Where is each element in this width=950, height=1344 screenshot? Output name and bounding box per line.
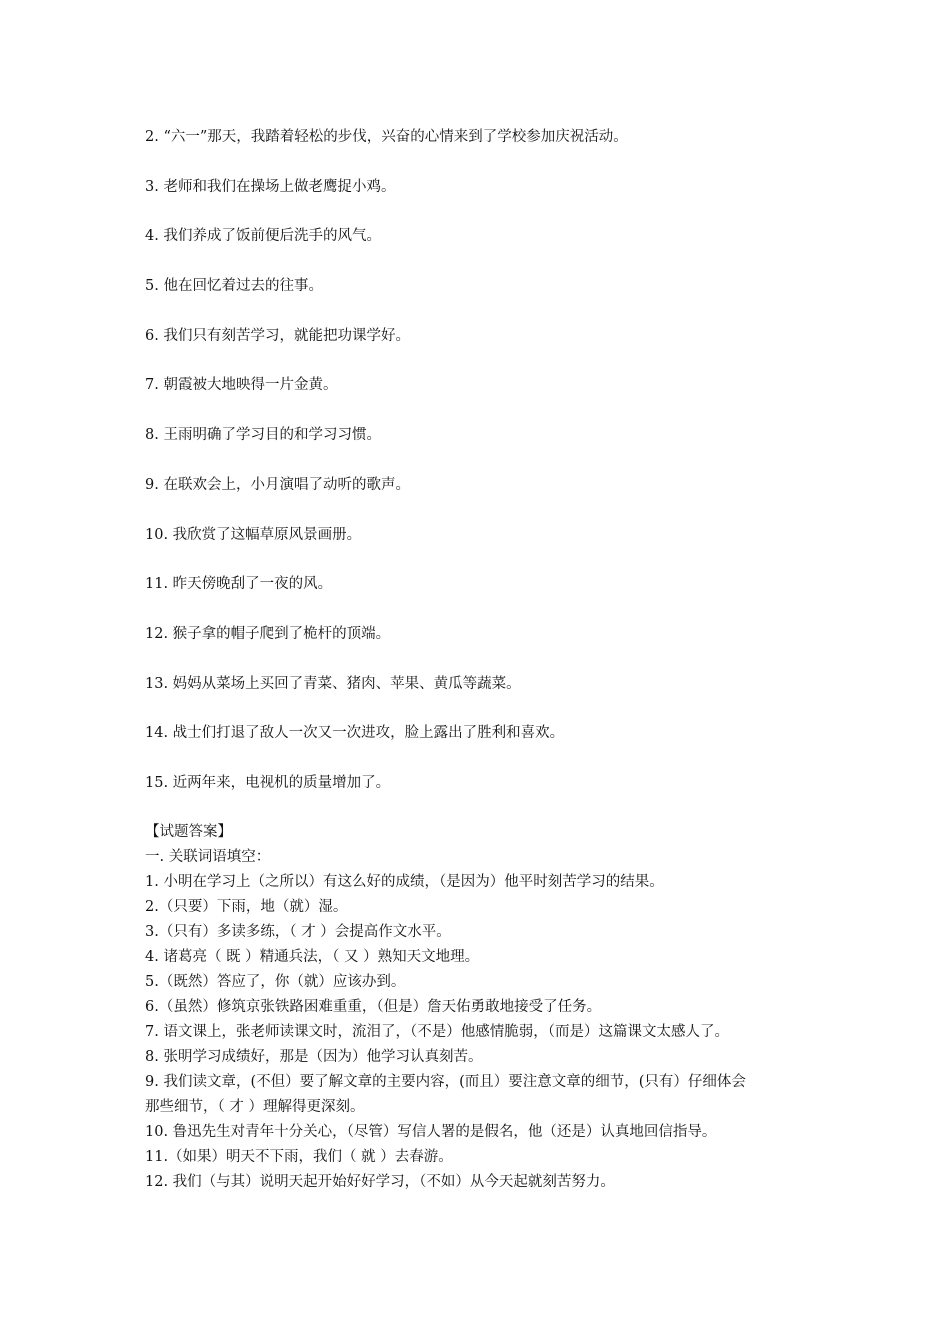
answer-item: 3.（只有）多读多练，（ 才 ）会提高作文水平。 bbox=[145, 923, 451, 940]
answer-item: 5.（既然）答应了，你（就）应该办到。 bbox=[145, 973, 406, 990]
answer-section bbox=[145, 820, 825, 1195]
answer-item: 10. 鲁迅先生对青年十分关心，（尽管）写信人署的是假名，他（还是）认真地回信指导。 bbox=[145, 1123, 717, 1140]
question-item: 9. 在联欢会上，小月演唱了动听的歌声。 bbox=[145, 476, 410, 493]
question-item: 3. 老师和我们在操场上做老鹰捉小鸡。 bbox=[145, 178, 396, 195]
question-item: 7. 朝霞被大地映得一片金黄。 bbox=[145, 377, 338, 394]
answer-heading: 【试题答案】 bbox=[145, 823, 232, 840]
question-item: 14. 战士们打退了敌人一次又一次进攻，脸上露出了胜利和喜欢。 bbox=[145, 725, 565, 742]
answer-item: 4. 诸葛亮（ 既 ）精通兵法，（ 又 ）熟知天文地理。 bbox=[145, 948, 480, 965]
question-item: 8. 王雨明确了学习目的和学习习惯。 bbox=[145, 427, 381, 444]
answer-item: 6.（虽然）修筑京张铁路困难重重，（但是）詹天佑勇敢地接受了任务。 bbox=[145, 998, 602, 1015]
question-item: 4. 我们养成了饭前便后洗手的风气。 bbox=[145, 228, 381, 245]
answer-item: 1. 小明在学习上（之所以）有这么好的成绩，（是因为）他平时刻苦学习的结果。 bbox=[145, 873, 664, 890]
question-item: 2. “六一”那天，我踏着轻松的步伐，兴奋的心情来到了学校参加庆祝活动。 bbox=[145, 129, 628, 145]
answer-item: 8. 张明学习成绩好，那是（因为）他学习认真刻苦。 bbox=[145, 1048, 483, 1065]
question-item: 11. 昨天傍晚刮了一夜的风。 bbox=[145, 576, 333, 593]
answer-item: 9. 我们读文章，(不但）要了解文章的主要内容，(而且）要注意文章的细节，(只有）仔细体会 bbox=[145, 1073, 746, 1090]
answer-item-continuation: 那些细节，（ 才 ）理解得更深刻。 bbox=[145, 1098, 365, 1115]
question-list bbox=[145, 124, 825, 796]
answer-item: 2.（只要）下雨，地（就）湿。 bbox=[145, 898, 348, 915]
document-page bbox=[145, 124, 825, 1195]
question-item: 15. 近两年来，电视机的质量增加了。 bbox=[145, 774, 391, 791]
question-item: 12. 猴子拿的帽子爬到了桅杆的顶端。 bbox=[145, 625, 391, 642]
answer-item: 11.（如果）明天不下雨，我们（ 就 ）去春游。 bbox=[145, 1148, 453, 1165]
answer-subheading: 一. 关联词语填空： bbox=[145, 848, 271, 865]
question-item: 10. 我欣赏了这幅草原风景画册。 bbox=[145, 526, 362, 543]
answer-item: 12. 我们（与其）说明天起开始好好学习，（不如）从今天起就刻苦努力。 bbox=[145, 1173, 615, 1190]
question-item: 5. 他在回忆着过去的往事。 bbox=[145, 278, 323, 295]
question-item: 6. 我们只有刻苦学习，就能把功课学好。 bbox=[145, 327, 410, 344]
question-item: 13. 妈妈从菜场上买回了青菜、猪肉、苹果、黄瓜等蔬菜。 bbox=[145, 675, 521, 692]
answer-item: 7. 语文课上，张老师读课文时，流泪了，（不是）他感情脆弱，（而是）这篇课文太感人了。 bbox=[145, 1023, 729, 1040]
